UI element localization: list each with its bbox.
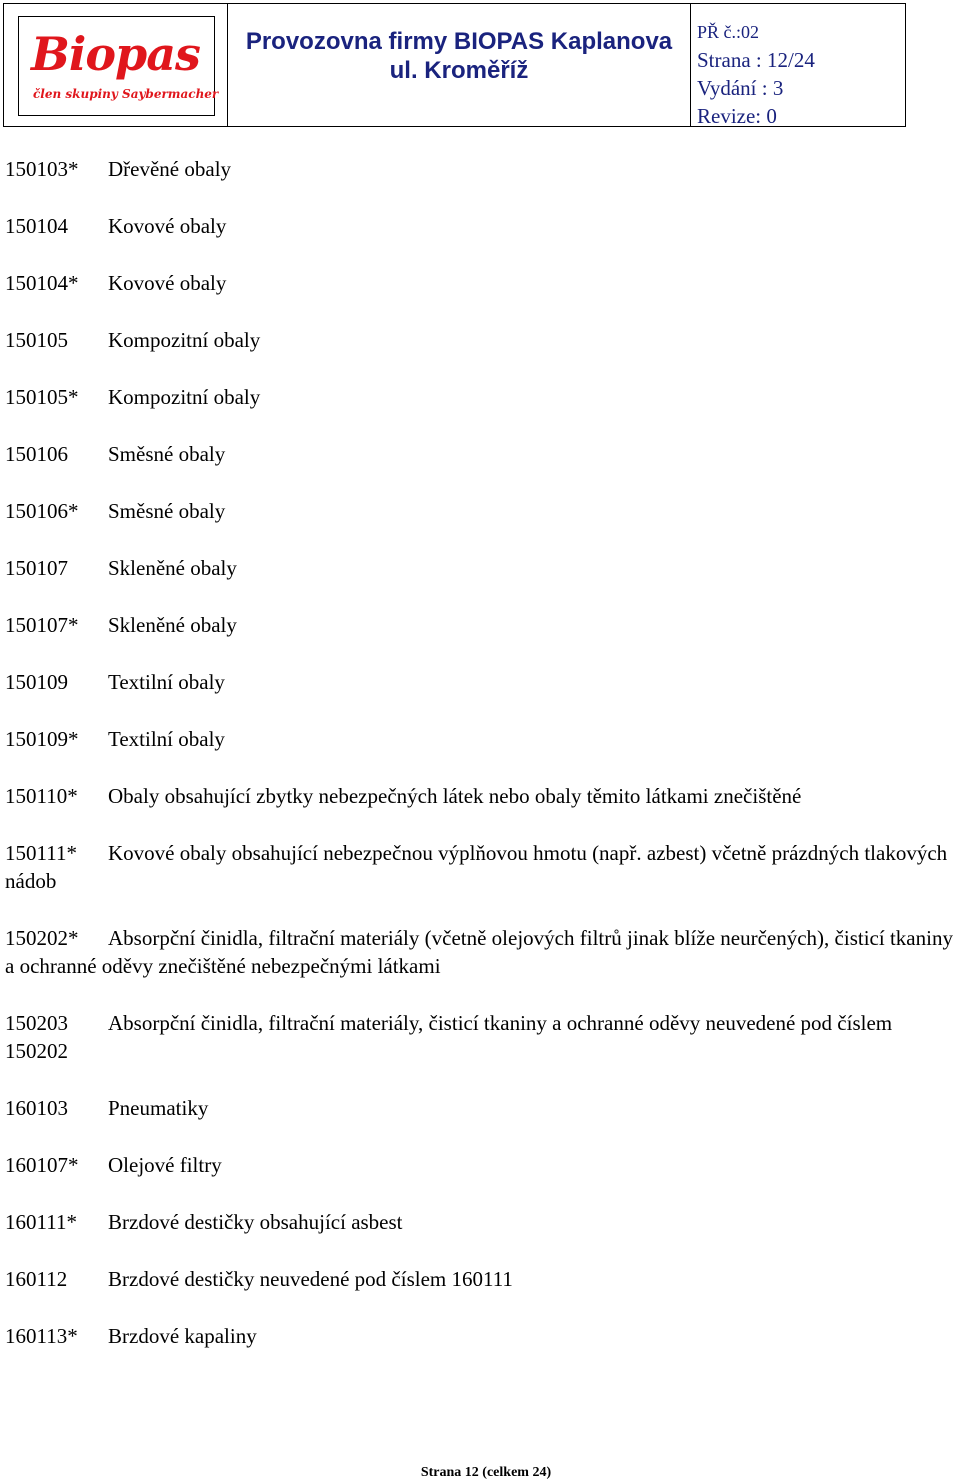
list-item [5, 554, 960, 582]
document-title: Provozovna firmy BIOPAS Kaplanova [245, 28, 673, 55]
list-item [5, 155, 960, 183]
waste-code: 160107* [5, 1153, 79, 1177]
logo-tagline: člen skupiny Saybermacher [33, 87, 219, 101]
waste-code: 160113* [5, 1324, 78, 1348]
list-item [5, 1265, 960, 1293]
list-item [5, 212, 960, 240]
waste-description: Textilní obaly [108, 727, 225, 751]
waste-code: 150104* [5, 271, 79, 295]
waste-code: 150110* [5, 784, 78, 808]
list-item [5, 440, 960, 468]
list-item [5, 1151, 960, 1179]
list-item [5, 725, 960, 753]
list-item [5, 668, 960, 696]
waste-code: 160112 [5, 1267, 68, 1291]
document-subtitle: ul. Kroměříž [389, 57, 529, 84]
list-item [5, 1094, 960, 1122]
waste-description: Kompozitní obaly [108, 385, 261, 409]
list-item [5, 782, 960, 810]
edition-number: Vydání : 3 [697, 76, 784, 100]
waste-description: Směsné obaly [108, 499, 226, 523]
waste-code: 150107* [5, 613, 79, 637]
list-item [5, 1322, 960, 1350]
waste-description: Kovové obaly [108, 214, 227, 238]
waste-code: 150105* [5, 385, 79, 409]
revision-number: Revize: 0 [697, 104, 777, 128]
list-item [5, 497, 960, 525]
list-item [5, 269, 960, 297]
list-item [5, 383, 960, 411]
list-item [5, 1009, 960, 1065]
meta-cell [691, 4, 905, 126]
waste-description: Skleněné obaly [108, 613, 237, 637]
waste-description: Absorpční činidla, filtrační materiály (včetně olejových filtrů jinak blíže neurčených), čisticí tkaniny a ochranné oděvy znečištěné nebezpečnými látkami [5, 926, 953, 978]
waste-description: Brzdové destičky obsahující asbest [108, 1210, 403, 1234]
title-cell [228, 4, 691, 126]
waste-description: Absorpční činidla, filtrační materiály, čisticí tkaniny a ochranné oděvy neuvedené pod číslem 150202 [5, 1011, 893, 1063]
waste-description: Směsné obaly [108, 442, 226, 466]
waste-description: Pneumatiky [108, 1096, 209, 1120]
waste-description: Kompozitní obaly [108, 328, 261, 352]
list-item [5, 1208, 960, 1236]
document-header [3, 3, 906, 127]
waste-description: Textilní obaly [108, 670, 225, 694]
waste-description: Dřevěné obaly [108, 157, 232, 181]
logo-cell [4, 4, 228, 126]
list-item [5, 839, 960, 895]
waste-code: 150109 [5, 670, 68, 694]
waste-code: 150105 [5, 328, 68, 352]
waste-description: Kovové obaly [108, 271, 227, 295]
waste-code: 150107 [5, 556, 68, 580]
waste-description: Brzdové destičky neuvedené pod číslem 160111 [108, 1267, 513, 1291]
procedure-number: PŘ č.:02 [697, 22, 760, 42]
waste-code: 160111* [5, 1210, 77, 1234]
waste-description: Olejové filtry [108, 1153, 222, 1177]
waste-code-list [5, 155, 960, 1379]
list-item [5, 326, 960, 354]
waste-code: 150103* [5, 157, 79, 181]
company-logo [18, 16, 219, 116]
waste-code: 150106* [5, 499, 79, 523]
list-item [5, 611, 960, 639]
waste-code: 150111* [5, 841, 77, 865]
waste-code: 150202* [5, 926, 79, 950]
waste-description: Skleněné obaly [108, 556, 237, 580]
list-item [5, 924, 960, 980]
waste-code: 150106 [5, 442, 68, 466]
page-indicator: Strana : 12/24 [697, 48, 815, 72]
page-footer: Strana 12 (celkem 24) [420, 1465, 552, 1480]
waste-description: Kovové obaly obsahující nebezpečnou výplňovou hmotu (např. azbest) včetně prázdných tlakových nádob [5, 841, 948, 893]
waste-code: 160103 [5, 1096, 68, 1120]
waste-code: 150104 [5, 214, 68, 238]
waste-description: Obaly obsahující zbytky nebezpečných látek nebo obaly těmito látkami znečištěné [108, 784, 802, 808]
waste-code: 150109* [5, 727, 79, 751]
logo-wordmark: Biopas [31, 27, 200, 81]
waste-description: Brzdové kapaliny [108, 1324, 257, 1348]
waste-code: 150203 [5, 1011, 68, 1035]
